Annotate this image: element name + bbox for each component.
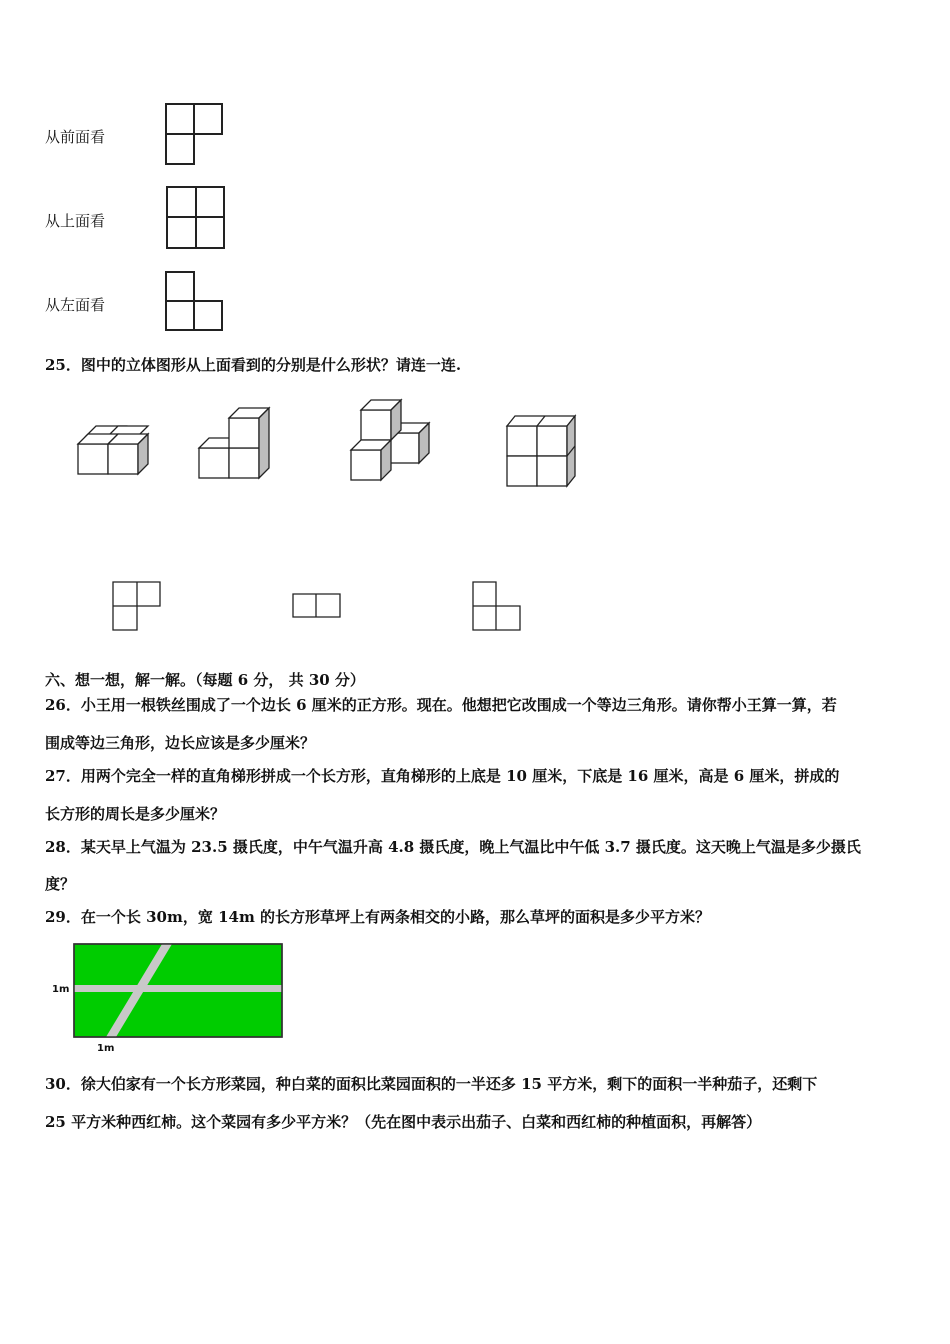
question-28-line-1: 28．某天早上气温为 23.5 摄氏度，中午气温升高 4.8 摄氏度，晚上气温比中午低 3.7 摄氏度。这天晚上气温是多少摄氏: [45, 838, 861, 856]
left-view-label: 从左面看: [45, 296, 106, 314]
question-30-line-2: 25 平方米种西红柿。这个菜园有多少平方米？（先在图中表示出茄子、白菜和西红柿的种植面积，再解答）: [45, 1113, 762, 1131]
section-6-heading: 六、想一想，解一解。（每题 6 分， 共 30 分）: [45, 671, 365, 689]
top-view-figure: [160, 184, 230, 254]
question-26-line-2: 围成等边三角形，边长应该是多少厘米？: [45, 734, 316, 752]
left-view-figure: [160, 268, 230, 338]
question-29-text: 29．在一个长 30m，宽 14m 的长方形草坪上有两条相交的小路，那么草坪的面积是多少平方米？: [45, 908, 711, 926]
question-25-text: 25．图中的立体图形从上面看到的分别是什么形状？请连一连.: [45, 356, 462, 374]
question-26-line-1: 26．小王用一根铁丝围成了一个边长 6 厘米的正方形。现在。他想把它改围成一个等边三角形。请你帮小王算一算，若: [45, 696, 837, 714]
solid-figure-3: [349, 400, 439, 485]
solid-figure-4: [505, 414, 585, 494]
solid-figure-1: [76, 420, 156, 480]
solid-figure-2: [197, 405, 277, 485]
top-view-label: 从上面看: [45, 212, 106, 230]
top-shape-3: [470, 578, 530, 638]
question-27-line-2: 长方形的周长是多少厘米？: [45, 805, 226, 823]
lawn-bottom-path-label: 1m: [97, 1043, 115, 1054]
front-view-label: 从前面看: [45, 128, 106, 146]
lawn-figure: [72, 942, 292, 1042]
lawn-left-path-label: 1m: [52, 984, 70, 995]
question-30-line-1: 30．徐大伯家有一个长方形菜园，种白菜的面积比菜园面积的一半还多 15 平方米，剩下的面积一半种茄子，还剩下: [45, 1075, 818, 1093]
top-shape-1: [110, 578, 170, 638]
front-view-figure: [160, 100, 230, 170]
question-28-line-2: 度？: [45, 875, 76, 893]
top-shape-2: [290, 591, 350, 621]
question-27-line-1: 27．用两个完全一样的直角梯形拼成一个长方形，直角梯形的上底是 10 厘米，下底是 16 厘米，高是 6 厘米，拼成的: [45, 767, 840, 785]
